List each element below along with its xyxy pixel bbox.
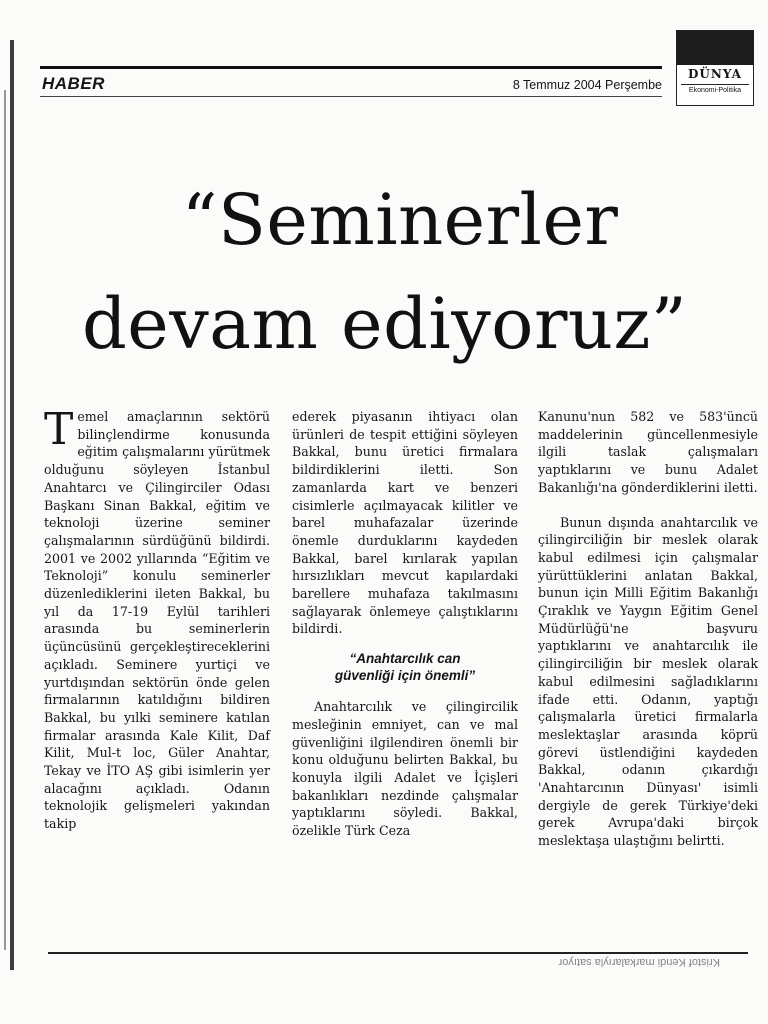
col3-paragraph-1: Kanunu'nun 582 ve 583'üncü maddelerinin güncellenmesiyle ilgili taslak çalışmaları yaptıklarını ve bunu Adalet Bakanlığı'na gönderdiklerini iletti. [538,409,758,495]
col1-text: emel amaçlarının sektörü bilinçlendirme konusunda eğitim çalışmalarını yürütmek olduğunu söyleyen İstanbul Anahtarcı ve Çilingirciler Odası Başkanı Sinan Bakkal, eğitim ve teknoloji üzerine seminer çalışmalarının sürdüğünü bildirdi. 2001 ve 2002 yıllarında “Eğitim ve Teknoloji” konulu seminerler düzenlediklerini ileten Bakkal, bu yıl da 17-19 Eylül tarihleri arasında bu seminerlerin üçüncüsünü gerçekleştireceklerini açıkladı. Seminere yurtiçi ve yurtdışından sektörün önde gelen firmalarının katıldığını bildiren Bakkal, bu yılki seminere katılan firmalar arasında Kale Kilit, Daf Kilit, Mul-t loc, Güler Anahtar, Tekay ve İTO AŞ gibi isimlerin yer alacağını açıkladı. Odanın teknolojik gelişmeleri yakından takip [44,409,270,832]
col3-paragraph-2: Bunun dışında anahtarcılık ve çilingirciliğin bir meslek olarak kabul edilmesi için çalışmalar yürüttüklerini anlatan Bakkal, bunun için Milli Eğitim Bakanlığı Çıraklık ve Yaygın Eğitim Genel Müdürlüğü'ne başvuru yaptıklarını ve anahtarcılık ile çilingirciliğin bir meslek olarak kabul edilmesini sağladıklarını ifade etti. Odanın, yaptığı çalışmalarla üretici firmalarla meslektaşlar arasında köprü görevi üstlendiğini kaydeden Bakkal, odanın çıkardığı 'Anahtarcının Dünyası' isimli dergiyle de gerek Türkiye'deki gerek Avrupa'daki birçok meslektaşa ulaştığını belirtti. [538,514,758,849]
headline-line-1: “Seminerler [181,179,619,261]
article-column-3 [538,408,758,850]
col2-paragraph-2: Anahtarcılık ve çilingircilik mesleğinin emniyet, can ve mal güvenliğini ilgilendiren önemli bir konu olduğunu belirten Bakkal, bu konuyla ilgili Adalet ve İçişleri bakanlıkları nezdinde çalışmalar yaptıklarını söyledi. Bakkal, özelikle Türk Ceza [292,699,518,839]
drop-cap: T [44,404,74,455]
col2-paragraph-1: ederek piyasanın ihtiyacı olan ürünleri de tespit ettiğini söyleyen Bakkal, bunu üretici firmalara bildirdiklerini iletti. Son zamanlarda kart ve benzeri cisimlerle açılmayacak kilitler ve barel muhafazalar üzerinde önemle durduklarını kaydeden Bakkal, barel kırılarak yapılan hırsızlıkları mevcut kapılardaki barellere muhafaza takılmasını sağlayarak önlemeye çalıştıklarını bildirdi. [292,409,518,637]
article-column-1 [44,404,270,833]
subheading-line-1: “Anahtarcılık can [349,651,461,667]
article-column-2 [292,408,518,840]
header-rule-bottom [40,96,662,97]
headline [40,168,760,376]
publication-date: 8 Temmuz 2004 Perşembe [512,78,662,92]
logo-tagline: Ekonomi-Politika [681,84,749,94]
subheading [292,650,518,684]
scan-edge-shadow-secondary [4,90,6,950]
scan-edge-shadow [10,40,14,970]
section-label: HABER [42,74,105,93]
logo-image-block [677,31,753,65]
subheading-line-2: güvenliği için önemli” [334,668,476,684]
col1-paragraph [44,404,270,833]
newspaper-logo [676,30,754,106]
header-rule-top [40,66,662,69]
logo-name: DÜNYA [688,67,742,81]
bleed-through-text: Kristof Kendi markalarıyla satıyor [558,956,720,968]
headline-line-2: devam ediyoruz” [82,283,688,365]
footer-rule [48,952,748,954]
